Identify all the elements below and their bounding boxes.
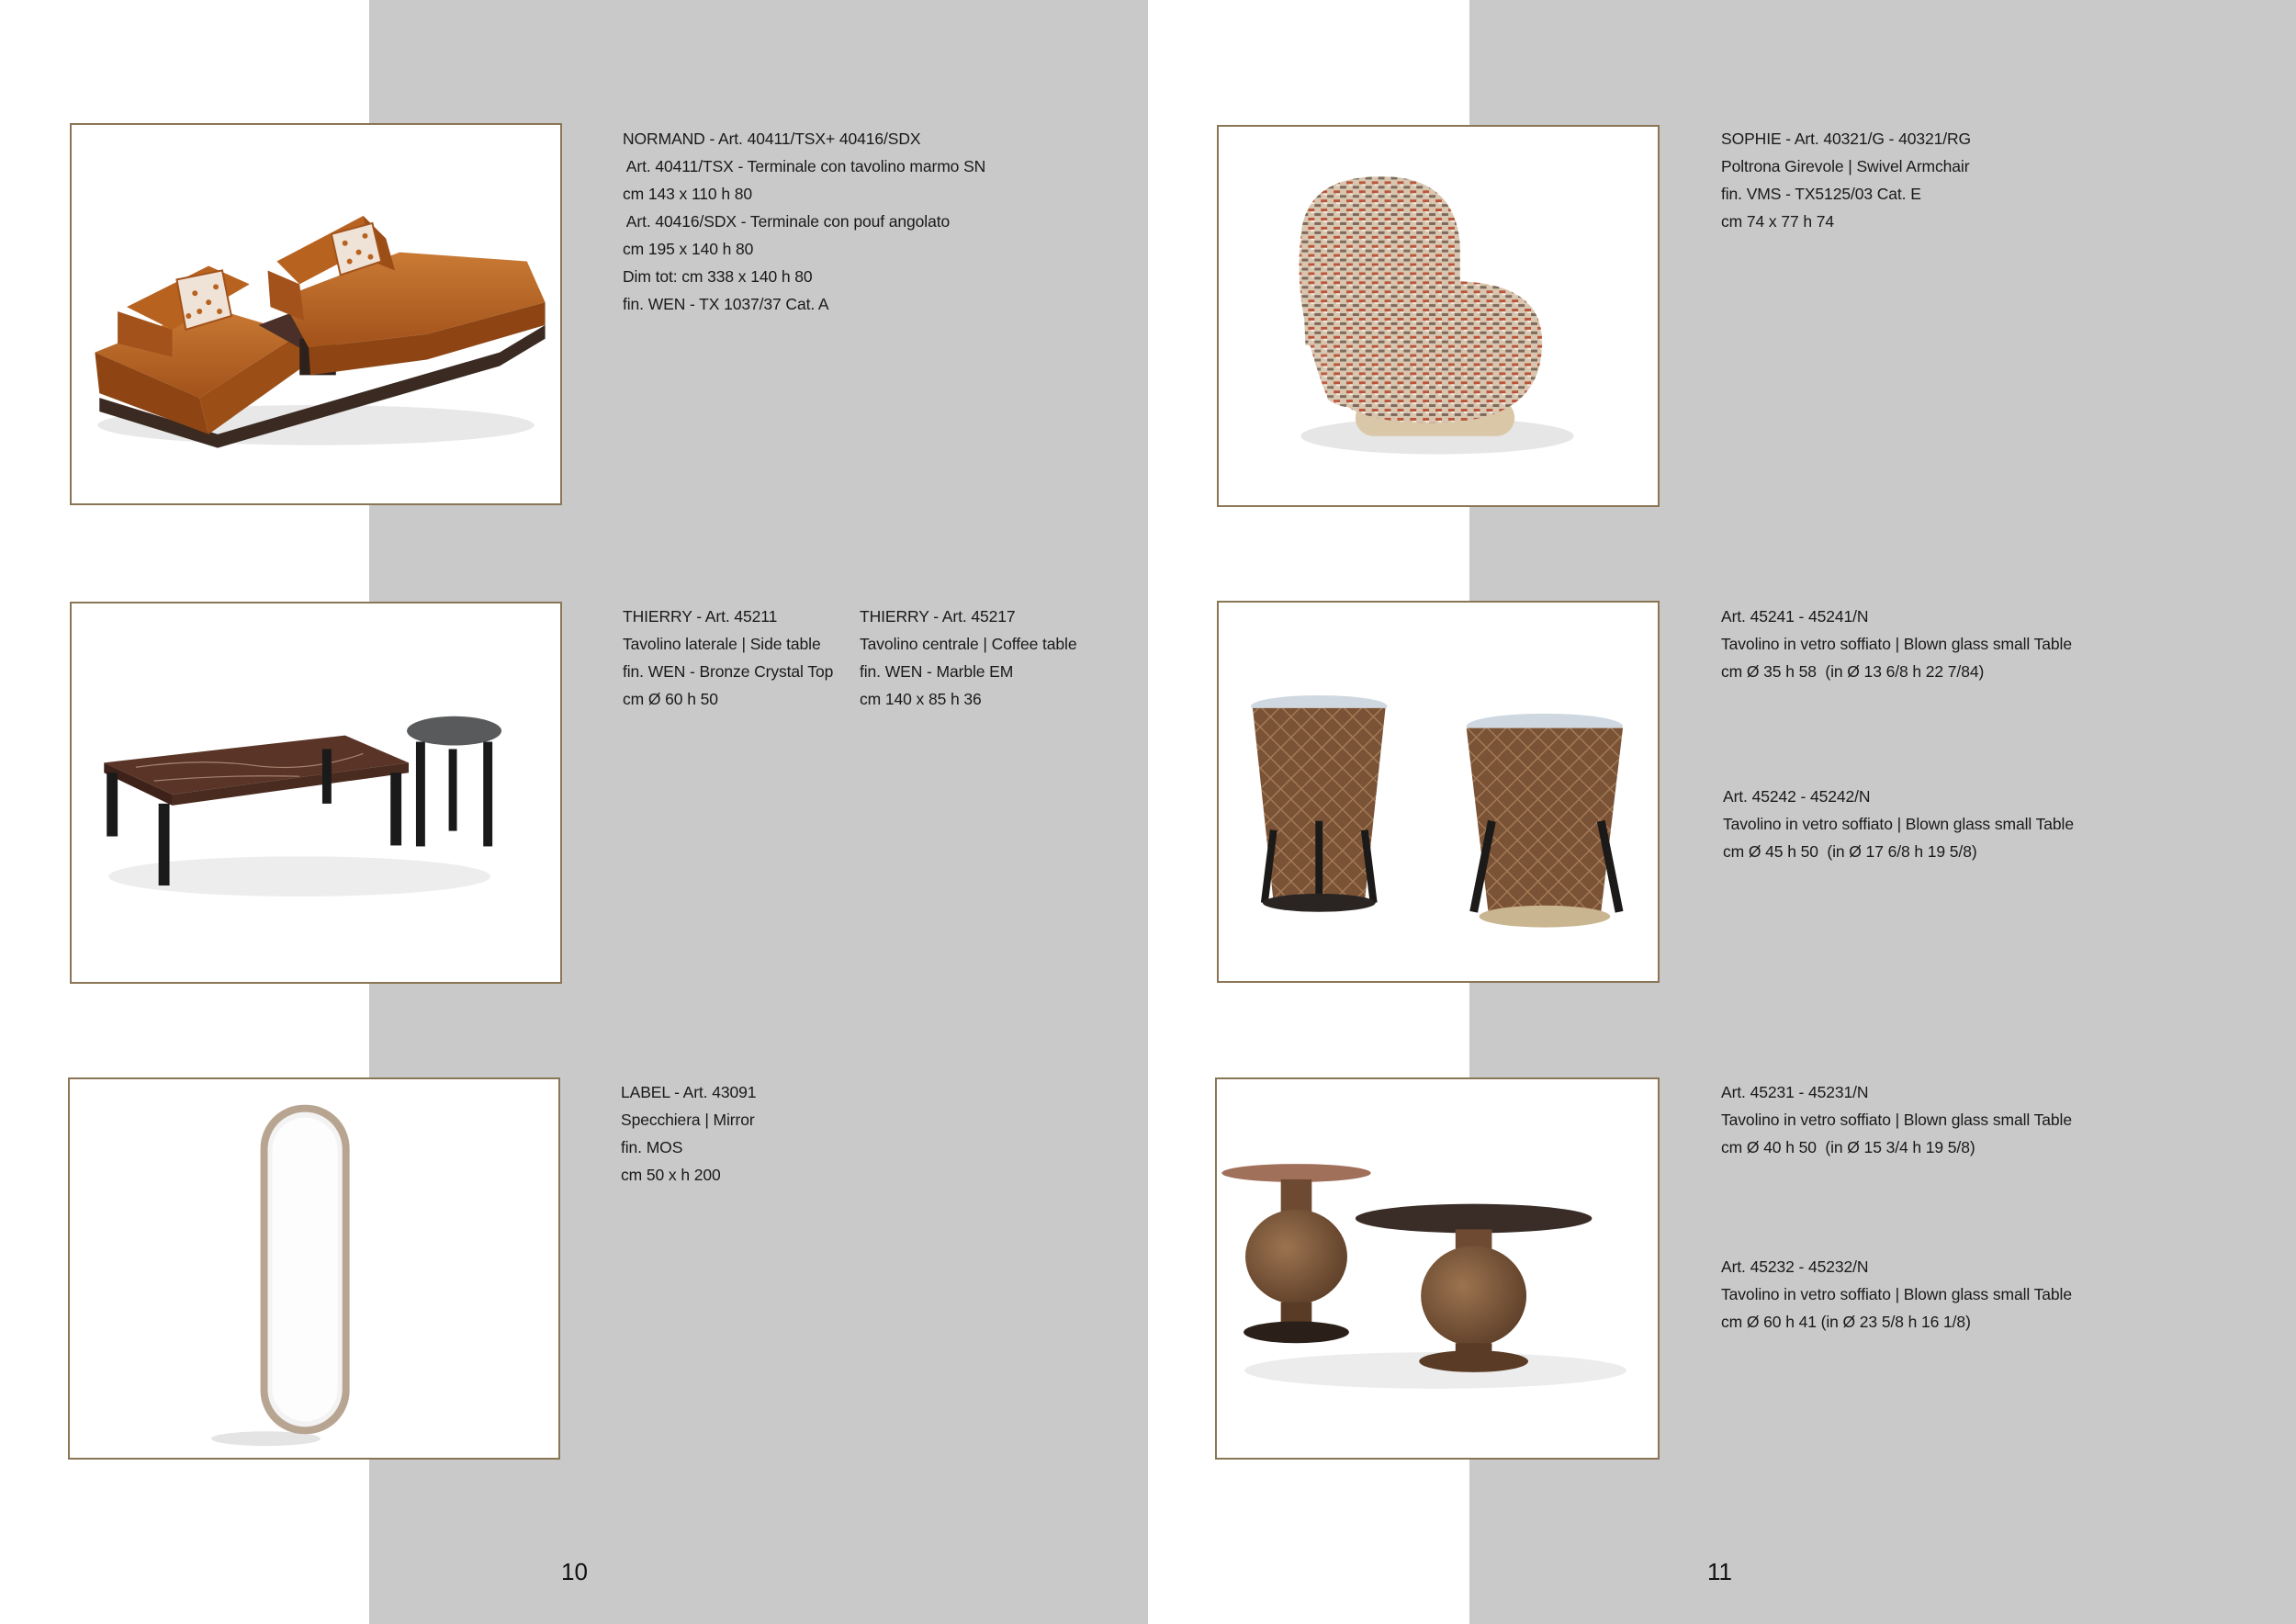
thierry-coffee-line-1: THIERRY - Art. 45217 [860, 607, 1016, 626]
thierry-coffee-description [860, 603, 1076, 713]
left-page-number: 10 [561, 1558, 588, 1585]
blown-glass-tables-image-1 [1217, 601, 1660, 983]
art-45241-description [1721, 603, 2072, 685]
thierry-coffee-line-4: cm 140 x 85 h 36 [860, 690, 982, 708]
sophie-line-3: fin. VMS - TX5125/03 Cat. E [1721, 185, 1921, 203]
label-line-2: Specchiera | Mirror [621, 1111, 755, 1129]
normand-description [623, 125, 985, 318]
tables-illustration [72, 603, 560, 982]
normand-line-6: Dim tot: cm 338 x 140 h 80 [623, 267, 813, 286]
normand-line-2: Art. 40411/TSX - Terminale con tavolino marmo SN [623, 157, 986, 175]
art-45231-line-2: Tavolino in vetro soffiato | Blown glass small Table [1721, 1111, 2072, 1129]
thierry-side-description [623, 603, 833, 713]
normand-line-3: cm 143 x 110 h 80 [623, 185, 752, 203]
art-45231-line-1: Art. 45231 - 45231/N [1721, 1083, 1869, 1101]
normand-sofa-image [70, 123, 562, 505]
thierry-side-line-3: fin. WEN - Bronze Crystal Top [623, 662, 834, 681]
blown-glass-tables-image-2 [1215, 1077, 1660, 1460]
mirror-illustration [70, 1079, 558, 1458]
art-45232-description [1721, 1253, 2072, 1336]
art-45231-description [1721, 1078, 2072, 1161]
art-45241-line-2: Tavolino in vetro soffiato | Blown glass small Table [1721, 635, 2072, 653]
sophie-armchair-image [1217, 125, 1660, 507]
art-45232-line-2: Tavolino in vetro soffiato | Blown glass small Table [1721, 1285, 2072, 1303]
thierry-side-line-4: cm Ø 60 h 50 [623, 690, 718, 708]
normand-line-7: fin. WEN - TX 1037/37 Cat. A [623, 295, 829, 313]
art-45242-description [1723, 783, 2074, 865]
sophie-line-1: SOPHIE - Art. 40321/G - 40321/RG [1721, 130, 1972, 148]
sophie-line-2: Poltrona Girevole | Swivel Armchair [1721, 157, 1970, 175]
label-mirror-image [68, 1077, 560, 1460]
thierry-side-line-1: THIERRY - Art. 45211 [623, 607, 778, 626]
armchair-illustration [1219, 127, 1658, 505]
thierry-coffee-line-2: Tavolino centrale | Coffee table [860, 635, 1077, 653]
label-line-1: LABEL - Art. 43091 [621, 1083, 757, 1101]
glass-tables-illustration-2 [1217, 1079, 1658, 1458]
label-description [621, 1078, 756, 1189]
thierry-coffee-line-3: fin. WEN - Marble EM [860, 662, 1014, 681]
art-45241-line-1: Art. 45241 - 45241/N [1721, 607, 1869, 626]
art-45232-line-1: Art. 45232 - 45232/N [1721, 1257, 1869, 1276]
normand-line-1: NORMAND - Art. 40411/TSX+ 40416/SDX [623, 130, 921, 148]
label-line-3: fin. MOS [621, 1138, 683, 1156]
right-page-number: 11 [1707, 1558, 1732, 1585]
art-45232-line-3: cm Ø 60 h 41 (in Ø 23 5/8 h 16 1/8) [1721, 1313, 1971, 1331]
art-45242-line-1: Art. 45242 - 45242/N [1723, 787, 1871, 806]
sophie-description [1721, 125, 1971, 235]
art-45242-line-3: cm Ø 45 h 50 (in Ø 17 6/8 h 19 5/8) [1723, 842, 1977, 861]
thierry-tables-image [70, 602, 562, 984]
sofa-illustration [72, 125, 560, 503]
art-45242-line-2: Tavolino in vetro soffiato | Blown glass small Table [1723, 815, 2074, 833]
glass-tables-illustration-1 [1219, 603, 1658, 981]
normand-line-4: Art. 40416/SDX - Terminale con pouf angolato [623, 212, 951, 231]
thierry-side-line-2: Tavolino laterale | Side table [623, 635, 821, 653]
sophie-line-4: cm 74 x 77 h 74 [1721, 212, 1835, 231]
label-line-4: cm 50 x h 200 [621, 1166, 721, 1184]
art-45231-line-3: cm Ø 40 h 50 (in Ø 15 3/4 h 19 5/8) [1721, 1138, 1975, 1156]
normand-line-5: cm 195 x 140 h 80 [623, 240, 754, 258]
art-45241-line-3: cm Ø 35 h 58 (in Ø 13 6/8 h 22 7/84) [1721, 662, 1985, 681]
